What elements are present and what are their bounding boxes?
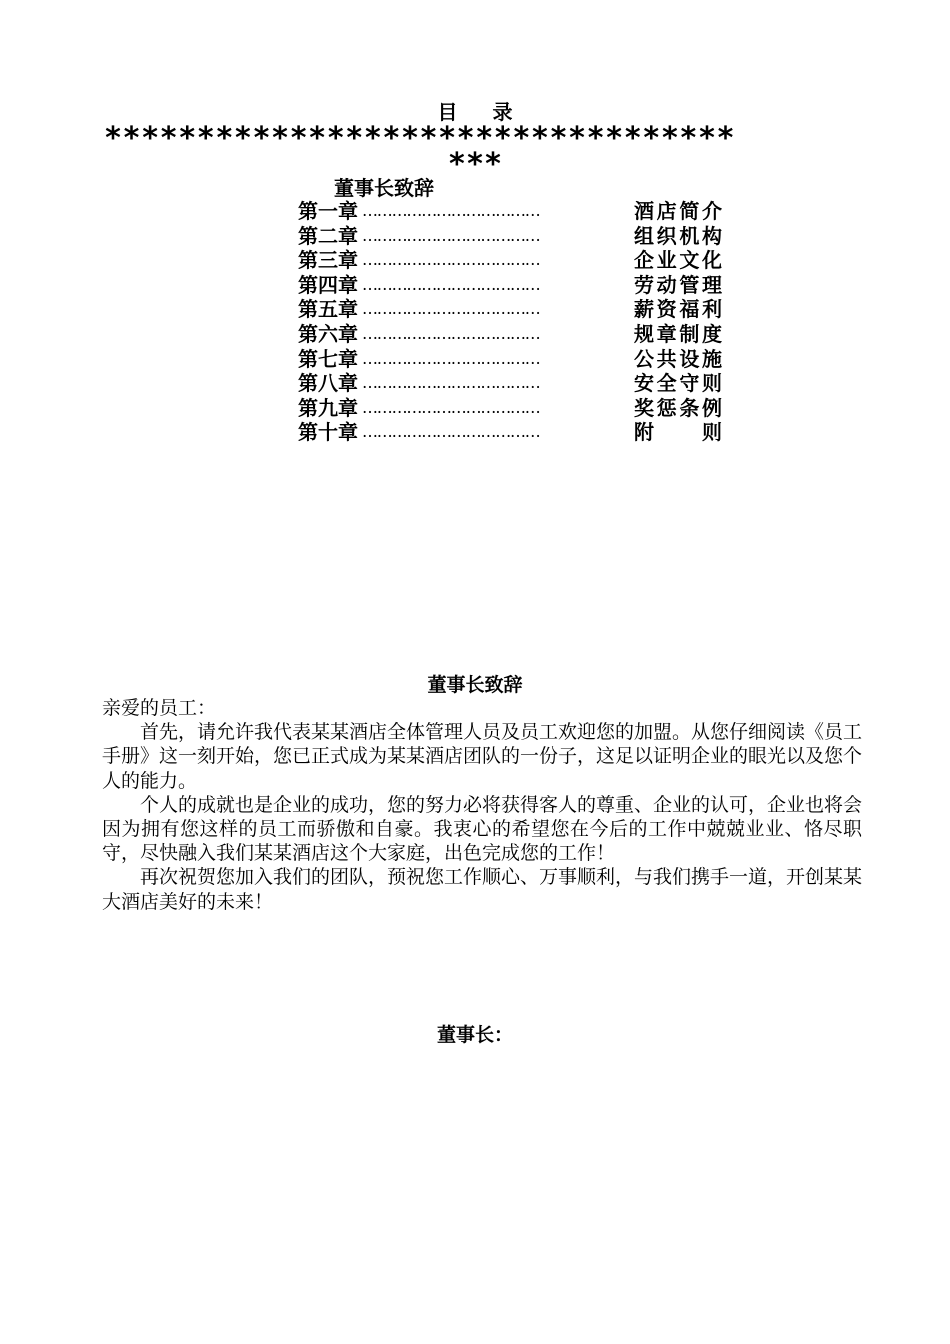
toc-chapter-name: 组织机构 (634, 223, 722, 248)
toc-chapter-name: 附则 (634, 420, 722, 445)
toc-entry (298, 420, 722, 445)
toc-title-right: 录 (492, 100, 513, 124)
toc-chapter-number: 第三章 (298, 248, 358, 273)
toc-chapter-name: 公共设施 (634, 346, 722, 371)
toc-chapter-name: 劳动管理 (634, 272, 722, 297)
toc-entry (298, 248, 722, 273)
toc-chapter-name: 奖惩条例 (634, 395, 722, 420)
toc-chapter-number: 第十章 (298, 420, 358, 445)
toc-chapter-number: 第八章 (298, 371, 358, 396)
star-divider-line-2: *** (447, 147, 503, 182)
toc-leader-dots: ……………………………… (362, 274, 540, 294)
toc-title-left: 目 (437, 100, 458, 124)
toc-leader-dots: ……………………………… (362, 422, 540, 442)
toc-list (298, 199, 722, 445)
toc-chapter-name: 规章制度 (634, 321, 722, 346)
toc-entry (298, 199, 722, 224)
toc-chapter-number: 第四章 (298, 272, 358, 297)
foreword-paragraph: 首先，请允许我代表某某酒店全体管理人员及员工欢迎您的加盟。从您仔细阅读《员工手册》这一刻开始，您已正式成为某某酒店团队的一份子，这足以证明企业的眼光以及您个人的能力。 (102, 721, 863, 792)
toc-entry (298, 322, 722, 347)
toc-leader-dots: ……………………………… (362, 397, 540, 417)
toc-chapter-name: 安全守则 (634, 371, 722, 396)
toc-chapter-number: 第九章 (298, 395, 358, 420)
toc-leader-dots: ……………………………… (362, 250, 540, 270)
toc-leader-dots: ……………………………… (362, 299, 540, 319)
foreword-greeting: 亲爱的员工： (102, 697, 217, 719)
foreword-paragraph: 再次祝贺您加入我们的团队，预祝您工作顺心、万事顺利，与我们携手一道，开创某某大酒店美好的未来！ (102, 866, 863, 913)
toc-entry (298, 224, 722, 249)
signature-label: 董事长： (436, 1024, 513, 1046)
toc-entry (298, 273, 722, 298)
toc-chapter-name: 企业文化 (634, 248, 722, 273)
toc-entry (298, 347, 722, 372)
toc-leader-dots: ……………………………… (362, 225, 540, 245)
foreword-body (102, 696, 862, 914)
toc-chapter-number: 第二章 (298, 223, 358, 248)
toc-chapter-number: 第六章 (298, 321, 358, 346)
toc-chapter-name: 酒店简介 (634, 199, 722, 223)
toc-chapter-number: 第五章 (298, 297, 358, 322)
toc-leader-dots: ……………………………… (362, 373, 540, 393)
toc-chapter-number: 第七章 (298, 346, 358, 371)
toc-entry-foreword: 董事长致辞 (334, 176, 434, 200)
foreword-title: 董事长致辞 (427, 674, 523, 696)
star-divider-line-1: ********************************** (104, 121, 736, 156)
toc-leader-dots: ……………………………… (362, 201, 540, 220)
toc-entry (298, 396, 722, 421)
toc-chapter-name: 薪资福利 (634, 297, 722, 322)
toc-entry (298, 371, 722, 396)
foreword-paragraph: 个人的成就也是企业的成功，您的努力必将获得客人的尊重、企业的认可，企业也将会因为拥有您这样的员工而骄傲和自豪。我衷心的希望您在今后的工作中兢兢业业、恪尽职守，尽快融入我们某某酒店这个大家庭，出色完成您的工作！ (102, 793, 863, 865)
toc-entry (298, 297, 722, 322)
toc-leader-dots: ……………………………… (362, 323, 540, 343)
toc-chapter-number: 第一章 (298, 199, 358, 223)
toc-leader-dots: ……………………………… (362, 348, 540, 368)
